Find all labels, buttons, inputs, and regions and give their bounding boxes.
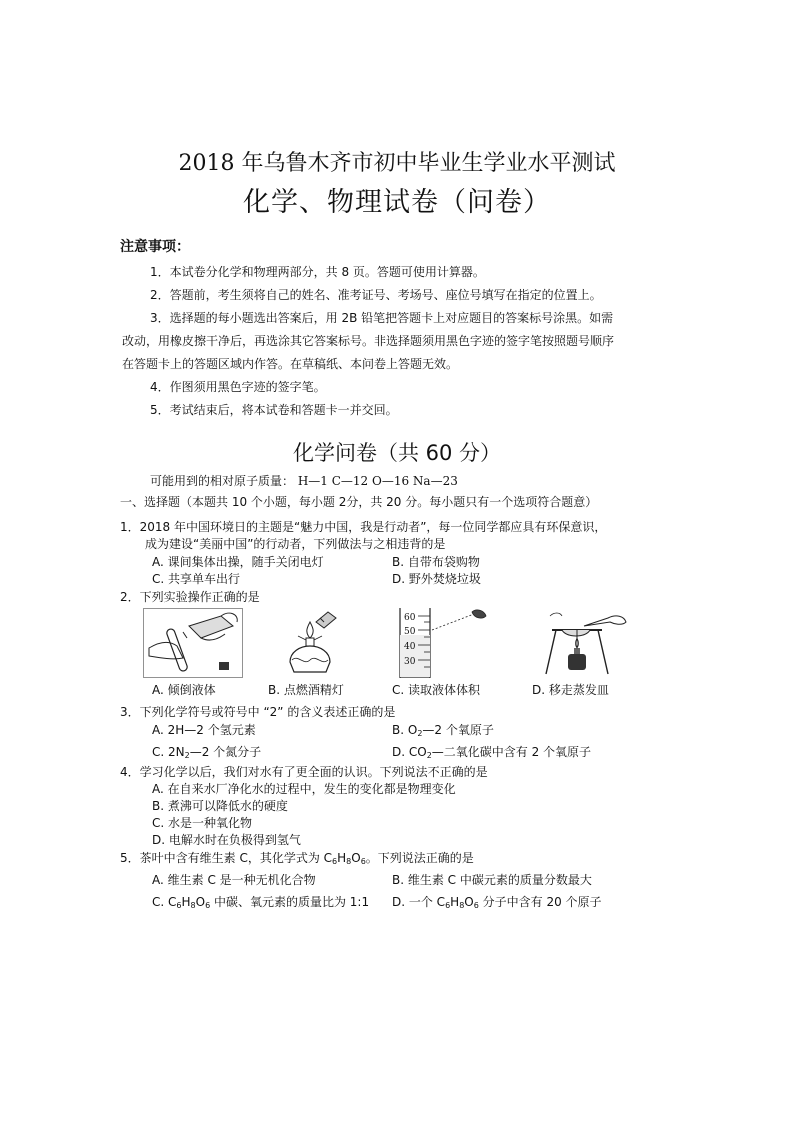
q5-option-c-o: O [195,895,206,909]
q5-stem-post: 。下列说法正确的是 [365,851,474,865]
q5-option-c [152,893,369,910]
q1-option-d: D. 野外焚烧垃圾 [392,572,481,586]
q1-option-a: A. 课间集体出操，随手关闭电灯 [152,555,324,569]
figure-alcohol-lamp [280,608,340,678]
q5-option-b: B. 维生素 C 中碳元素的质量分数最大 [392,873,592,887]
q5-option-c-h: H [181,895,191,909]
q5-option-c-post: 中碳、氧元素的质量比为 1:1 [210,895,370,909]
q5-formula-h: 8 [346,857,352,866]
scale-label-30: 30 [404,657,416,667]
exam-title: 2018 年乌鲁木齐市初中毕业生学业水平测试 [178,151,616,176]
q5-option-a: A. 维生素 C 是一种无机化合物 [152,873,316,887]
q1-option-c: C. 共享单车出行 [152,572,241,586]
q5-option-d-f2: 8 [459,901,465,910]
q4-option-d: D. 电解水时在负极得到氢气 [152,833,301,847]
q1-option-b: B. 自带布袋购物 [392,555,480,569]
q4-option-a: A. 在自来水厂净化水的过程中，发生的变化都是物理变化 [152,782,456,796]
q3-option-a: A. 2H—2 个氢元素 [152,723,256,737]
section-1-heading: 一、选择题（本题共 10 个小题，每小题 2分，共 20 分。每小题只有一个选项符合题意） [120,495,598,509]
q2-stem: 2．下列实验操作正确的是 [120,590,260,604]
q5-formula-c: 6 [332,857,338,866]
exam-subtitle: 化学、物理试卷（问卷） [243,187,551,218]
q5-stem [120,849,474,866]
q5-formula-o: 6 [360,857,366,866]
note-item-3-cont1: 改动，用橡皮擦干净后，再选涂其它答案标号。非选择题须用黑色字迹的签字笔按照题号顺序 [122,334,615,348]
q2-option-c: C. 读取液体体积 [392,683,481,697]
q3-option-b-pre: B. O [392,723,418,737]
q5-option-d-f1: 6 [445,901,451,910]
evaporating-dish-icon [540,608,630,678]
q4-option-b: B. 煮沸可以降低水的硬度 [152,799,288,813]
q5-stem-pre: 5．茶叶中含有维生素 C，其化学式为 C [120,851,333,865]
q3-option-c-pre: C. 2N [152,745,185,759]
q1-stem-line2: 成为建设“美丽中国”的行动者，下列做法与之相违背的是 [145,537,446,551]
q3-option-d-pre: D. CO [392,745,427,759]
figure-evaporating-dish [540,608,630,678]
q5-option-c-f1: 6 [176,901,182,910]
notes-heading: 注意事项： [120,239,190,255]
note-item-1: 1．本试卷分化学和物理两部分，共 8 页。答题可使用计算器。 [150,265,485,279]
pouring-liquid-icon [143,608,243,678]
figure-pouring-liquid [143,608,243,678]
chem-section-title: 化学问卷（共 60 分） [292,441,502,465]
q3-option-d-sub: 2 [426,751,432,760]
q3-option-b [392,721,494,738]
note-item-3: 3．选择题的每小题选出答案后，用 2B 铅笔把答题卡上对应题目的答案标号涂黑。如需 [150,311,614,325]
q5-option-d-post: 分子中含有 20 个原子 [478,895,602,909]
q3-option-c-sub: 2 [184,751,190,760]
q3-option-d-post: —二氧化碳中含有 2 个氧原子 [431,745,592,759]
q5-option-c-f3: 6 [205,901,211,910]
q1-stem-line1: 1．2018 年中国环境日的主题是“魅力中国，我是行动者”，每一位同学都应具有环保意识， [120,520,607,534]
q5-formula-o-letter: O [351,851,361,865]
q2-option-a: A. 倾倒液体 [152,683,216,697]
q5-option-d-o: O [464,895,474,909]
q3-option-c-post: —2 个氮分子 [189,745,262,759]
note-item-2: 2．答题前，考生须将自己的姓名、准考证号、考场号、座位号填写在指定的位置上。 [150,288,602,302]
q5-option-c-f2: 8 [190,901,196,910]
note-item-3-cont2: 在答题卡上的答题区域内作答。在草稿纸、本问卷上答题无效。 [122,357,459,371]
scale-label-40: 40 [404,642,416,652]
alcohol-lamp-icon [280,608,340,678]
q5-option-d-f3: 6 [473,901,479,910]
q2-option-b: B. 点燃酒精灯 [268,683,344,697]
q5-formula-h-letter: H [337,851,347,865]
q3-option-b-sub: 2 [417,729,423,738]
q5-option-d [392,893,602,910]
q3-option-b-post: —2 个氧原子 [422,723,494,737]
q4-option-c: C. 水是一种氧化物 [152,816,253,830]
q3-option-c [152,743,261,760]
q5-option-c-pre: C. C [152,895,177,909]
q3-option-d [392,743,591,760]
q5-option-d-pre: D. 一个 C [392,895,446,909]
q3-stem: 3．下列化学符号或符号中 “2” 的含义表述正确的是 [120,705,396,719]
note-item-4: 4．作图须用黑色字迹的签字笔。 [150,380,326,394]
q4-stem: 4．学习化学以后，我们对水有了更全面的认识。下列说法不正确的是 [120,765,488,779]
scale-label-60: 60 [404,613,416,623]
scale-label-50: 50 [404,627,416,637]
q2-option-d: D. 移走蒸发皿 [532,683,609,697]
note-item-5: 5．考试结束后，将本试卷和答题卡一并交回。 [150,403,398,417]
q5-option-d-h: H [450,895,460,909]
atomic-masses: 可能用到的相对原子质量： H—1 C—12 O—16 Na—23 [150,474,458,488]
